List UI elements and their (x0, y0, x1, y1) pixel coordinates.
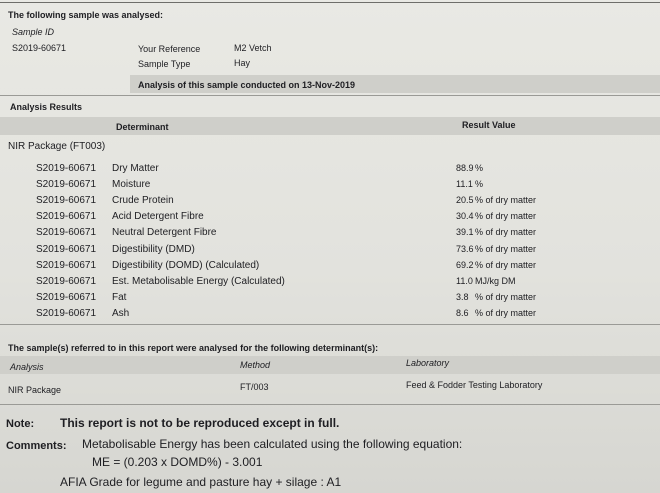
package-heading: NIR Package (FT003) (8, 141, 106, 152)
row-determinant: Neutral Detergent Fibre (112, 227, 217, 239)
determinant-header: Determinant (116, 122, 169, 132)
row-result-value: 69.2 (456, 259, 474, 270)
comments-label: Comments: (6, 440, 67, 452)
note-text: This report is not to be reproduced except in full. (60, 416, 340, 430)
row-determinant: Fat (112, 291, 127, 303)
row-result-unit: % of dry matter (475, 307, 537, 318)
row-determinant: Est. Metabolisable Energy (Calculated) (112, 275, 285, 287)
result-value-header: Result Value (462, 120, 516, 130)
table-row (0, 292, 660, 308)
sample-type-label: Sample Type (138, 59, 191, 69)
row-result-unit: % of dry matter (475, 227, 537, 238)
results-header-band (0, 117, 660, 135)
sample-id-label: Sample ID (12, 27, 55, 37)
table-row (0, 276, 660, 292)
row-sample-id: S2019-60671 (36, 307, 97, 319)
row-result-unit: % of dry matter (475, 211, 537, 222)
your-reference-label: Your Reference (138, 44, 201, 54)
row-determinant: Dry Matter (112, 163, 159, 174)
method-row-analysis: NIR Package (8, 385, 62, 395)
row-determinant: Crude Protein (112, 195, 174, 207)
row-result-value: 39.1 (456, 227, 474, 238)
row-sample-id: S2019-60671 (36, 259, 97, 271)
row-result-value: 8.6 (456, 307, 469, 318)
sample-id-value: S2019-60671 (12, 43, 67, 53)
col-method-header: Method (240, 360, 271, 370)
row-result-unit: % of dry matter (475, 291, 537, 302)
table-row (0, 260, 660, 276)
comment-line-2: ME = (0.203 x DOMD%) - 3.001 (92, 455, 263, 469)
row-sample-id: S2019-60671 (36, 243, 97, 255)
results-end-rule (0, 324, 660, 325)
table-row (0, 163, 660, 179)
row-sample-id: S2019-60671 (36, 195, 97, 207)
row-sample-id: S2019-60671 (36, 291, 97, 303)
methods-title: The sample(s) referred to in this report were analysed for the following determinant(s): (8, 343, 379, 353)
row-result-unit: % of dry matter (475, 243, 537, 254)
table-row (0, 179, 660, 195)
row-sample-id: S2019-60671 (36, 163, 97, 174)
results-title: Analysis Results (10, 102, 83, 112)
table-row (0, 195, 660, 211)
row-determinant: Ash (112, 307, 130, 319)
comment-line-1: Metabolisable Energy has been calculated using the following equation: (82, 437, 463, 451)
row-result-unit: % (475, 179, 484, 190)
row-sample-id: S2019-60671 (36, 275, 97, 287)
table-row (0, 244, 660, 260)
method-row-method: FT/003 (240, 382, 269, 392)
col-laboratory-header: Laboratory (406, 358, 450, 368)
table-row (0, 211, 660, 227)
method-row-laboratory: Feed & Fodder Testing Laboratory (406, 380, 543, 390)
your-reference-value: M2 Vetch (234, 43, 272, 53)
conducted-date: Analysis of this sample conducted on 13-Nov-2019 (138, 80, 356, 90)
sample-type-value: Hay (234, 58, 251, 68)
row-result-value: 73.6 (456, 243, 474, 254)
row-result-value: 20.5 (456, 195, 474, 206)
row-sample-id: S2019-60671 (36, 227, 97, 239)
row-result-value: 11.1 (456, 179, 473, 190)
intro-heading: The following sample was analysed: (8, 10, 164, 20)
row-determinant: Digestibility (DOMD) (Calculated) (112, 259, 260, 271)
row-result-value: 88.9 (456, 163, 474, 173)
row-result-value: 30.4 (456, 211, 474, 222)
comment-line-3: AFIA Grade for legume and pasture hay + silage : A1 (60, 475, 342, 489)
row-result-unit: % of dry matter (475, 259, 537, 270)
row-determinant: Digestibility (DMD) (112, 243, 195, 255)
results-rule (0, 95, 660, 96)
methods-header-band (0, 356, 660, 374)
row-determinant: Acid Detergent Fibre (112, 211, 204, 223)
row-result-unit: % of dry matter (475, 195, 537, 206)
top-rule (0, 2, 660, 3)
row-determinant: Moisture (112, 179, 151, 191)
table-row (0, 308, 660, 324)
row-result-unit: MJ/kg DM (475, 275, 516, 286)
row-result-value: 3.8 (456, 291, 469, 302)
row-sample-id: S2019-60671 (36, 179, 97, 191)
row-result-unit: % (475, 163, 484, 173)
methods-end-rule (0, 404, 660, 405)
table-row (0, 227, 660, 243)
note-label: Note: (6, 418, 35, 430)
col-analysis-header: Analysis (10, 362, 44, 372)
row-sample-id: S2019-60671 (36, 211, 97, 223)
row-result-value: 11.0 (456, 275, 473, 286)
